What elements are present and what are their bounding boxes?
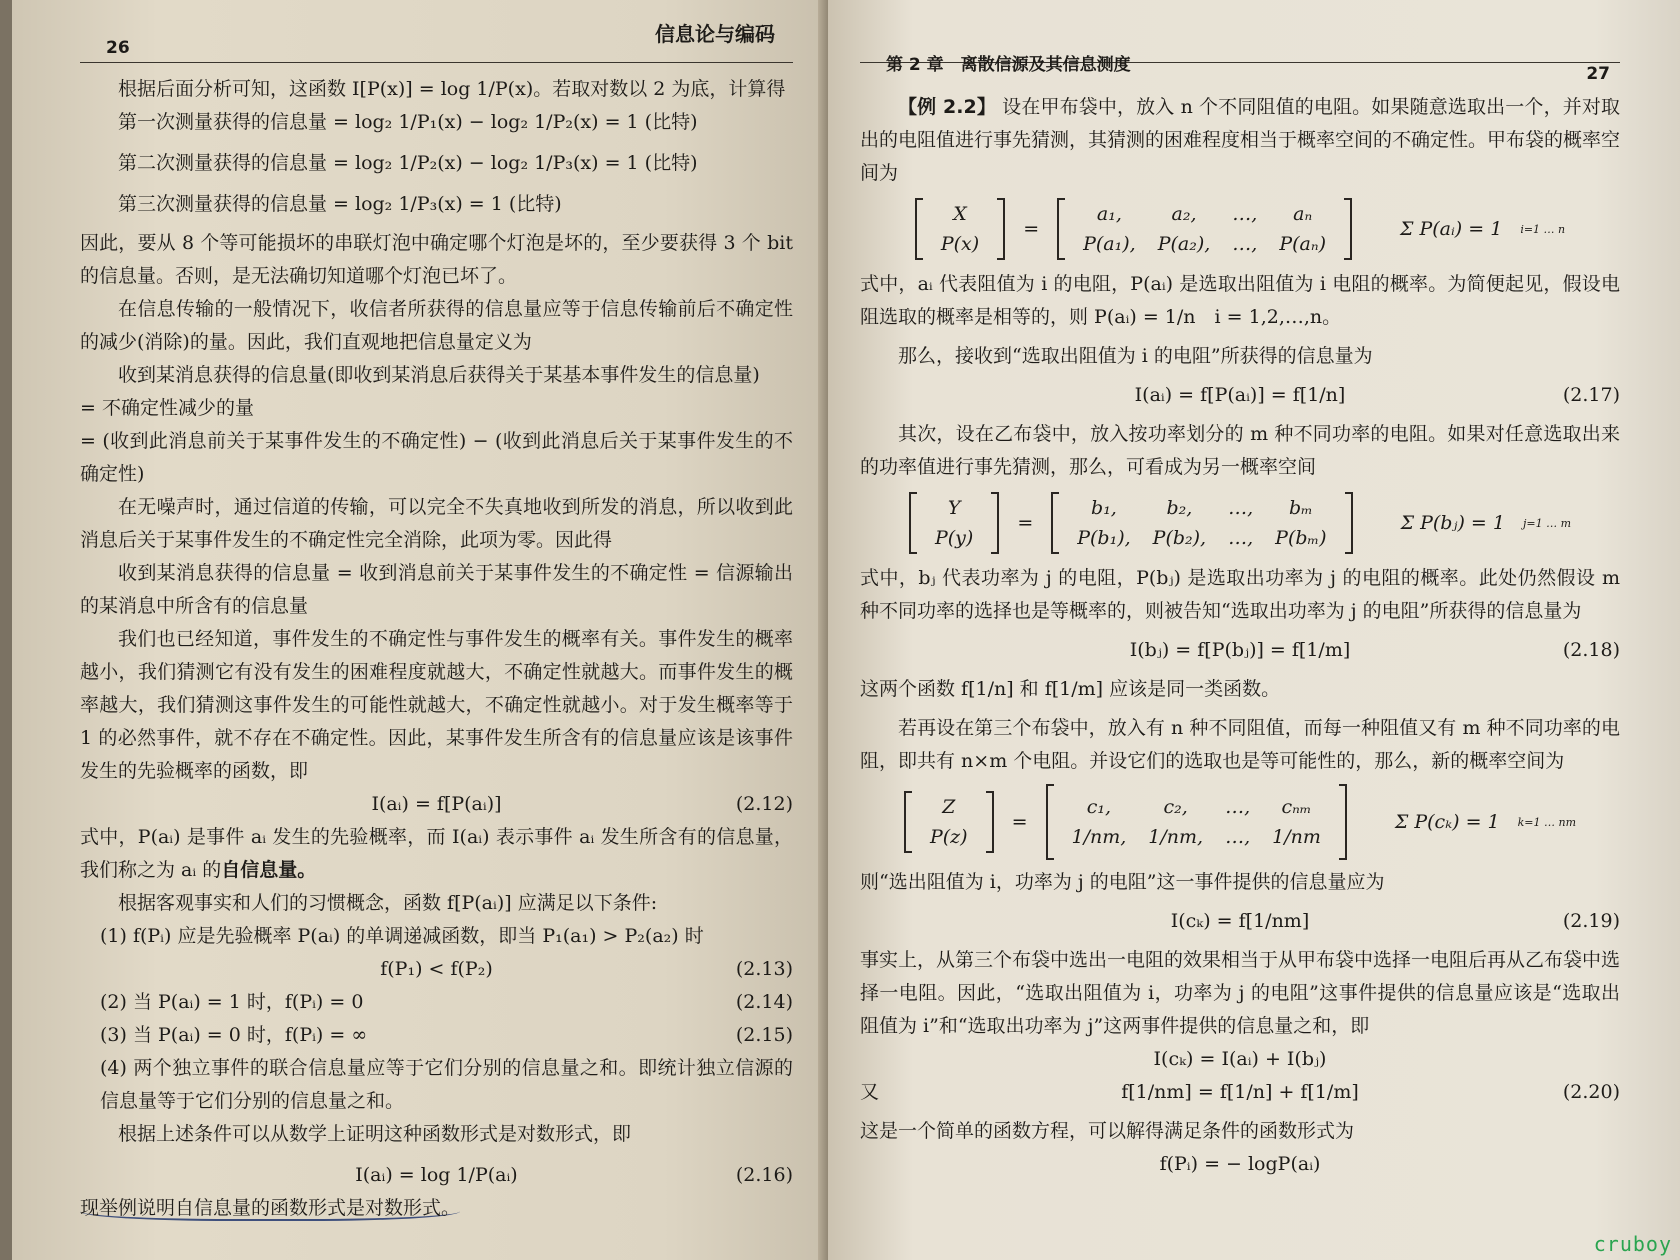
- left-eq-2-12: [80, 788, 793, 821]
- right-eq-2-17-text: I(aᵢ) = f[P(aᵢ)] = f[1/n]: [1134, 384, 1346, 406]
- left-para-conditions: 根据客观事实和人们的习惯概念，函数 f[P(aᵢ)] 应满足以下条件:: [118, 892, 658, 914]
- right-eq-2-17: [860, 379, 1620, 412]
- space-z-bottom-3: …,: [1225, 826, 1251, 848]
- space-y-bottom-3: …,: [1228, 527, 1254, 549]
- space-x-grid: [1083, 203, 1326, 255]
- left-condition-4: (4) 两个独立事件的联合信息量应等于它们分别的信息量之和。即统计独立信源的信息量等于它们分别的信息量之和。: [100, 1057, 793, 1112]
- eq-number-2-12: (2.12): [735, 793, 793, 815]
- left-eq-measure-3: 第三次测量获得的信息量 = log₂ 1/P₃(x) = 1 (比特): [118, 193, 562, 215]
- left-condition-1: (1) f(Pᵢ) 应是先验概率 P(aᵢ) 的单调递减函数，即当 P₁(a₁) > P₂(a₂) 时: [100, 925, 704, 947]
- eq-number-2-15: (2.15): [735, 1024, 793, 1046]
- left-eq-measure-2: 第二次测量获得的信息量 = log₂ 1/P₂(x) − log₂ 1/P₃(x) = 1 (比特): [118, 152, 698, 174]
- bracket-right: [997, 198, 1005, 260]
- space-y-lhs-top: Y: [947, 497, 961, 519]
- space-z-bottom-2: 1/nm,: [1148, 826, 1204, 848]
- probability-space-x: [860, 190, 1620, 268]
- left-eq-2-16-text: I(aᵢ) = log 1/P(aᵢ): [355, 1164, 518, 1186]
- self-information-term: 自信息量。: [221, 859, 317, 881]
- bracket-left: [904, 791, 912, 853]
- left-eq-2-13-text: f(P₁) < f(P₂): [380, 958, 493, 980]
- space-y-top-1: b₁,: [1091, 497, 1117, 519]
- bracket-left: [1046, 784, 1054, 860]
- right-word-again: 又: [860, 1081, 880, 1103]
- right-para-event: 则“选出阻值为 i，功率为 j 的电阻”这一事件提供的信息量应为: [860, 871, 1385, 893]
- space-x-sum: Σ P(aᵢ) = 1: [1399, 218, 1503, 240]
- space-z-bottom-4: 1/nm: [1272, 826, 1321, 848]
- space-z-top-2: c₂,: [1163, 796, 1188, 818]
- left-page: [12, 0, 827, 1260]
- space-y-top-3: …,: [1228, 497, 1254, 519]
- left-condition-3: [80, 1019, 793, 1052]
- space-z-lhs-bottom: P(z): [929, 826, 968, 848]
- right-running-header: [860, 0, 1620, 84]
- right-example-text: 设在甲布袋中，放入 n 个不同阻值的电阻。如果随意选取出一个，并对取出的电阻值进行事先猜测，其猜测的困难程度相当于概率空间的不确定性。甲布袋的概率空间为: [860, 96, 1621, 184]
- space-y-grid: [1077, 497, 1326, 549]
- left-para-noiseless: 在无噪声时，通过信道的传输，可以完全不失真地收到所发的消息，所以收到此消息后关于某事件发生的不确定性完全消除，此项为零。因此得: [80, 496, 793, 551]
- space-x-top-3: …,: [1232, 203, 1258, 225]
- bracket-left: [1051, 492, 1059, 554]
- left-para-bulbs: 因此，要从 8 个等可能损坏的串联灯泡中确定哪个灯泡是坏的，至少要获得 3 个 bit 的信息量。否则，是无法确切知道哪个灯泡已坏了。: [80, 232, 793, 287]
- space-x-top-1: a₁,: [1096, 203, 1122, 225]
- bracket-left: [909, 492, 917, 554]
- bracket-right: [1344, 198, 1352, 260]
- right-eq-2-20-text: f[1/nm] = f[1/n] + f[1/m]: [1121, 1081, 1359, 1103]
- left-eq-2-16: [80, 1159, 793, 1192]
- space-y-lhs-bottom: P(y): [934, 527, 974, 549]
- left-running-title: 信息论与编码: [655, 22, 775, 46]
- right-eq-2-19-text: I(cₖ) = f[1/nm]: [1170, 910, 1310, 932]
- right-example-intro: [860, 91, 1620, 190]
- right-para-same-class: 这两个函数 f[1/n] 和 f[1/m] 应该是同一类函数。: [860, 678, 1281, 700]
- space-x-lhs-bottom: P(x): [940, 233, 980, 255]
- space-z-top-4: cₙₘ: [1281, 796, 1312, 818]
- space-z-sum: Σ P(cₖ) = 1: [1394, 811, 1500, 833]
- left-def-line-2: = 不确定性减少的量: [80, 397, 254, 419]
- example-label: 【例 2.2】: [898, 96, 996, 118]
- space-y-lhs: [935, 497, 973, 549]
- left-condition-2: [80, 986, 793, 1019]
- space-z-lhs: [930, 796, 968, 848]
- bracket-left: [1057, 198, 1065, 260]
- right-para-second-bag: 其次，设在乙布袋中，放入按功率划分的 m 种不同功率的电阻。如果对任意选取出来的功率值进行事先猜测，那么，可看成为另一概率空间: [860, 423, 1620, 478]
- left-para-definition: 在信息传输的一般情况下，收信者所获得的信息量应等于信息传输前后不确定性的减少(消除)的量。因此，我们直观地把信息量定义为: [80, 298, 793, 353]
- eq-number-2-18: (2.18): [1562, 639, 1620, 661]
- bracket-right: [1345, 492, 1353, 554]
- eq-number-2-19: (2.19): [1562, 910, 1620, 932]
- right-para-third-bag: 若再设在第三个布袋中，放入有 n 种不同阻值，而每一种阻值又有 m 种不同功率的电阻，即共有 n×m 个电阻。并设它们的选取也是等可能性的，那么，新的概率空间为: [860, 717, 1620, 772]
- bracket-left: [915, 198, 923, 260]
- left-def-line-3: = (收到此消息前关于某事件发生的不确定性) − (收到此消息后关于某事件发生的不确定性): [80, 430, 793, 485]
- space-z-bottom-1: 1/nm,: [1071, 826, 1127, 848]
- right-eq-solution: f(Pᵢ) = − logP(aᵢ): [1159, 1153, 1321, 1175]
- left-para-self-info: [80, 821, 793, 887]
- left-para-equality: 收到某消息获得的信息量 = 收到消息前关于某事件发生的不确定性 = 信源输出的某消息中所含有的信息量: [80, 562, 793, 617]
- space-x-bottom-3: …,: [1232, 233, 1258, 255]
- right-eq-2-20: [860, 1076, 1620, 1109]
- space-z-sum-limits: k=1 … nm: [1517, 815, 1577, 829]
- left-page-number: 26: [106, 38, 130, 58]
- space-y-bottom-2: P(b₂),: [1152, 527, 1207, 549]
- space-y-top-2: b₂,: [1166, 497, 1193, 519]
- left-para-probability: 我们也已经知道，事件发生的不确定性与事件发生的概率有关。事件发生的概率越小，我们猜测它有没有发生的困难程度就越大，不确定性就越大。而事件发生的概率越大，我们猜测这事件发生的可能性就越大，不确定性就越小。对于发生概率等于 1 的必然事件，就不存在不确定性。因此，某事件发生所含有的信息量应该是该事件发生的先验概率的函数，即: [80, 628, 793, 782]
- left-self-info-text: 式中，P(aᵢ) 是事件 aᵢ 发生的先验概率，而 I(aᵢ) 表示事件 aᵢ 发生所含有的信息量，我们称之为 aᵢ 的: [80, 826, 793, 881]
- space-y-sum-limits: j=1 … m: [1522, 516, 1572, 530]
- space-x-top-2: a₂,: [1171, 203, 1197, 225]
- right-eq-sum: I(cₖ) = I(aᵢ) + I(bⱼ): [1153, 1048, 1327, 1070]
- equals-sign: =: [1017, 512, 1034, 534]
- left-def-line-1: 收到某消息获得的信息量(即收到某消息后获得关于某基本事件发生的信息量): [118, 364, 760, 386]
- eq-number-2-14: (2.14): [735, 991, 793, 1013]
- eq-number-2-17: (2.17): [1562, 384, 1620, 406]
- right-page-number: 27: [1586, 64, 1610, 84]
- right-para-functional-eq: 这是一个简单的函数方程，可以解得满足条件的函数形式为: [860, 1120, 1355, 1142]
- left-eq-measure-1: 第一次测量获得的信息量 = log₂ 1/P₁(x) − log₂ 1/P₂(x) = 1 (比特): [118, 111, 698, 133]
- space-y-bottom-4: P(bₘ): [1275, 527, 1327, 549]
- left-para-example-intro: [80, 1192, 793, 1225]
- space-x-sum-limits: i=1 … n: [1520, 222, 1566, 236]
- space-y-sum: Σ P(bⱼ) = 1: [1400, 512, 1505, 534]
- space-x-top-4: aₙ: [1293, 203, 1313, 225]
- space-z-top-1: c₁,: [1086, 796, 1112, 818]
- space-y-top-4: bₘ: [1288, 497, 1313, 519]
- eq-number-2-13: (2.13): [735, 958, 793, 980]
- left-running-header: [80, 0, 793, 63]
- right-eq-2-18: [860, 634, 1620, 667]
- probability-space-z: [860, 778, 1620, 866]
- space-z-grid: [1072, 796, 1321, 848]
- right-eq-2-18-text: I(bⱼ) = f[P(bⱼ)] = f[1/m]: [1129, 639, 1351, 661]
- right-para-bj: 式中，bⱼ 代表功率为 j 的电阻，P(bⱼ) 是选取出功率为 j 的电阻的概率。此处仍然假设 m 种不同功率的选择也是等概率的，则被告知“选取出功率为 j 的电阻”所获得的信息量为: [860, 567, 1620, 622]
- equals-sign: =: [1011, 811, 1028, 833]
- space-x-bottom-4: P(aₙ): [1279, 233, 1326, 255]
- chapter-title: 第 2 章 离散信源及其信息测度: [886, 55, 1131, 75]
- bracket-right: [1339, 784, 1347, 860]
- probability-space-y: [860, 484, 1620, 562]
- right-para-ai: 式中，aᵢ 代表阻值为 i 的电阻，P(aᵢ) 是选取出阻值为 i 电阻的概率。为简便起见，假设电阻选取的概率是相等的，则 P(aᵢ) = 1/n i = 1,2,…,n。: [860, 273, 1620, 328]
- left-line-1: 根据后面分析可知，这函数 I[P(x)] = log 1/P(x)。若取对数以 2 为底，计算得: [118, 78, 786, 100]
- left-eq-2-12-text: I(aᵢ) = f[P(aᵢ)]: [371, 793, 502, 815]
- eq-number-2-20: (2.20): [1562, 1081, 1620, 1103]
- space-x-lhs-top: X: [953, 203, 967, 225]
- space-x-bottom-1: P(a₁),: [1083, 233, 1136, 255]
- left-condition-3-text: (3) 当 P(aᵢ) = 0 时，f(Pᵢ) = ∞: [100, 1024, 368, 1046]
- space-z-top-3: …,: [1225, 796, 1251, 818]
- watermark: cruboy: [1593, 1232, 1672, 1256]
- space-y-bottom-1: P(b₁),: [1077, 527, 1131, 549]
- right-para-fact: 事实上，从第三个布袋中选出一电阻的效果相当于从甲布袋中选择一电阻后再从乙布袋中选择一电阻。因此，“选取出阻值为 i，功率为 j 的电阻”这事件提供的信息量应该是“选取出阻值为 i”和“选取出功率为 j”这两事件提供的信息量之和，即: [860, 949, 1621, 1037]
- right-page: [828, 0, 1680, 1260]
- space-z-lhs-top: Z: [942, 796, 956, 818]
- eq-number-2-16: (2.16): [735, 1164, 793, 1186]
- left-condition-2-text: (2) 当 P(aᵢ) = 1 时，f(Pᵢ) = 0: [100, 991, 364, 1013]
- handwritten-underline: 现举例说明自信息量的函数形式是对数形式。: [80, 1197, 461, 1219]
- right-eq-2-19: [860, 905, 1620, 938]
- left-para-proof: 根据上述条件可以从数学上证明这种函数形式是对数形式，即: [118, 1123, 632, 1145]
- equals-sign: =: [1023, 218, 1040, 240]
- bracket-right: [986, 791, 994, 853]
- bracket-right: [991, 492, 999, 554]
- space-x-lhs: [941, 203, 979, 255]
- left-eq-2-13: [80, 953, 793, 986]
- space-x-bottom-2: P(a₂),: [1157, 233, 1211, 255]
- right-para-receive: 那么，接收到“选取出阻值为 i 的电阻”所获得的信息量为: [898, 345, 1373, 367]
